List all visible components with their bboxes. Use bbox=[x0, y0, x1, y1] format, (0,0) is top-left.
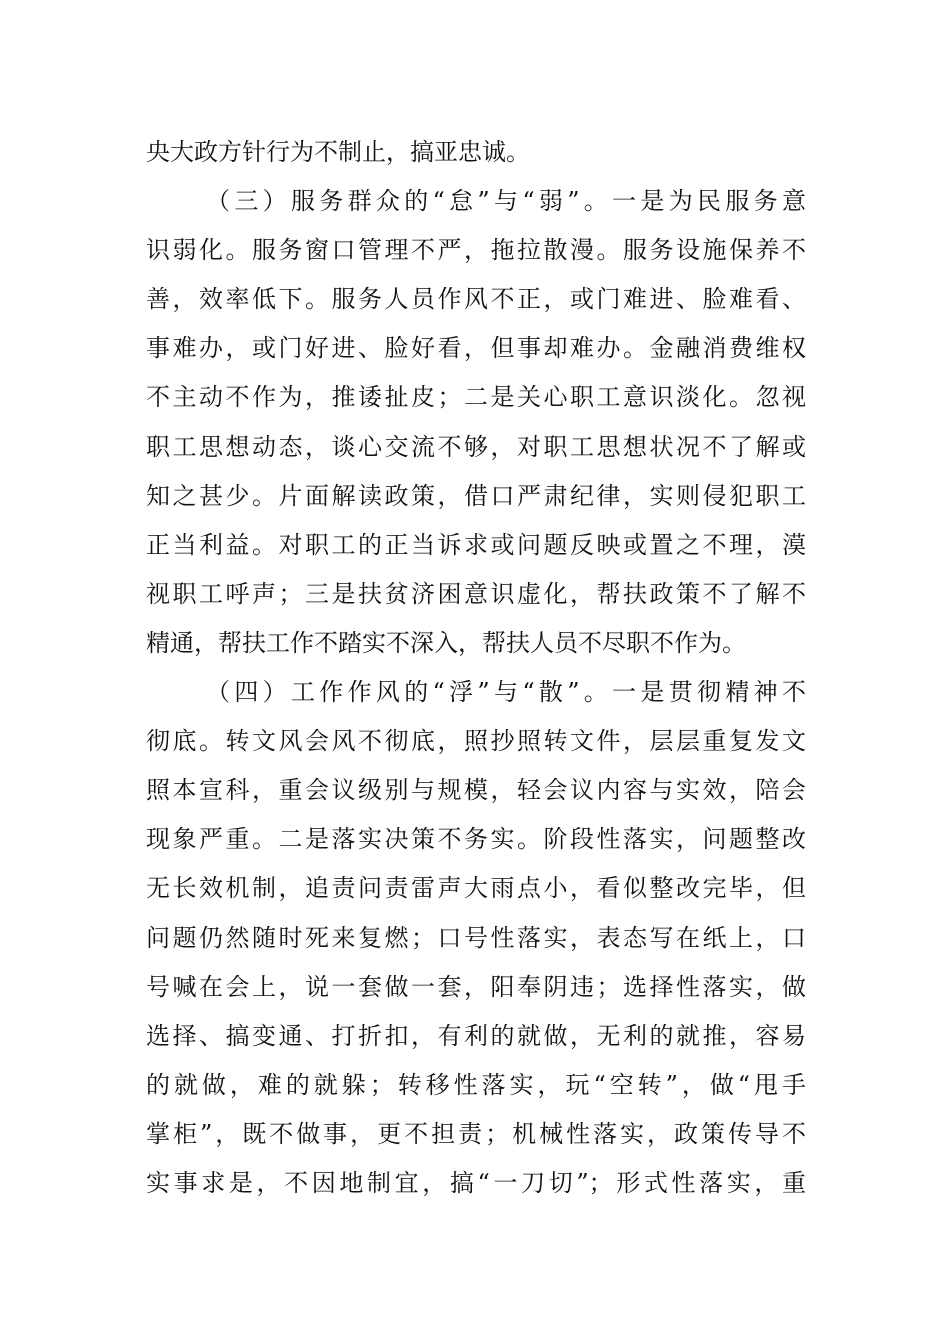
text-line: 号喊在会上，说一套做一套，阳奉阴违；选择性落实，做 bbox=[146, 972, 806, 1001]
text-line: 实事求是，不因地制宜，搞“一刀切”；形式性落实，重 bbox=[146, 1168, 806, 1197]
text-line: 选择、搞变通、打折扣，有利的就做，无利的就推，容易 bbox=[146, 1021, 806, 1050]
text-line: 职工思想动态，谈心交流不够，对职工思想状况不了解或 bbox=[146, 432, 806, 461]
text-line: 彻底。转文风会风不彻底，照抄照转文件，层层重复发文 bbox=[146, 727, 806, 756]
text-line: 事难办，或门好进、脸好看，但事却难办。金融消费维权 bbox=[146, 334, 806, 363]
text-line: （三）服务群众的“怠”与“弱”。一是为民服务意 bbox=[206, 187, 806, 216]
document-body bbox=[146, 128, 806, 1208]
text-line: 视职工呼声；三是扶贫济困意识虚化，帮扶政策不了解不 bbox=[146, 579, 806, 608]
text-line: 掌柜”，既不做事，更不担责；机械性落实，政策传导不 bbox=[146, 1119, 806, 1148]
text-line: （四）工作作风的“浮”与“散”。一是贯彻精神不 bbox=[206, 678, 806, 707]
text-line: 无长效机制，追责问责雷声大雨点小，看似整改完毕，但 bbox=[146, 874, 806, 903]
text-line: 识弱化。服务窗口管理不严，拖拉散漫。服务设施保养不 bbox=[146, 236, 806, 265]
text-line: 正当利益。对职工的正当诉求或问题反映或置之不理，漠 bbox=[146, 530, 806, 559]
text-line: 不主动不作为，推诿扯皮；二是关心职工意识淡化。忽视 bbox=[146, 383, 806, 412]
text-line: 知之甚少。片面解读政策，借口严肃纪律，实则侵犯职工 bbox=[146, 481, 806, 510]
text-line: 央大政方针行为不制止，搞亚忠诚。 bbox=[146, 138, 530, 166]
text-line: 问题仍然随时死来复燃；口号性落实，表态写在纸上，口 bbox=[146, 923, 806, 952]
text-line: 的就做，难的就躲；转移性落实，玩“空转”，做“甩手 bbox=[146, 1070, 806, 1099]
text-line: 善，效率低下。服务人员作风不正，或门难进、脸难看、 bbox=[146, 285, 806, 314]
text-line: 精通，帮扶工作不踏实不深入，帮扶人员不尽职不作为。 bbox=[146, 628, 746, 657]
text-line: 照本宣科，重会议级别与规模，轻会议内容与实效，陪会 bbox=[146, 776, 806, 805]
text-line: 现象严重。二是落实决策不务实。阶段性落实，问题整改 bbox=[146, 825, 806, 854]
